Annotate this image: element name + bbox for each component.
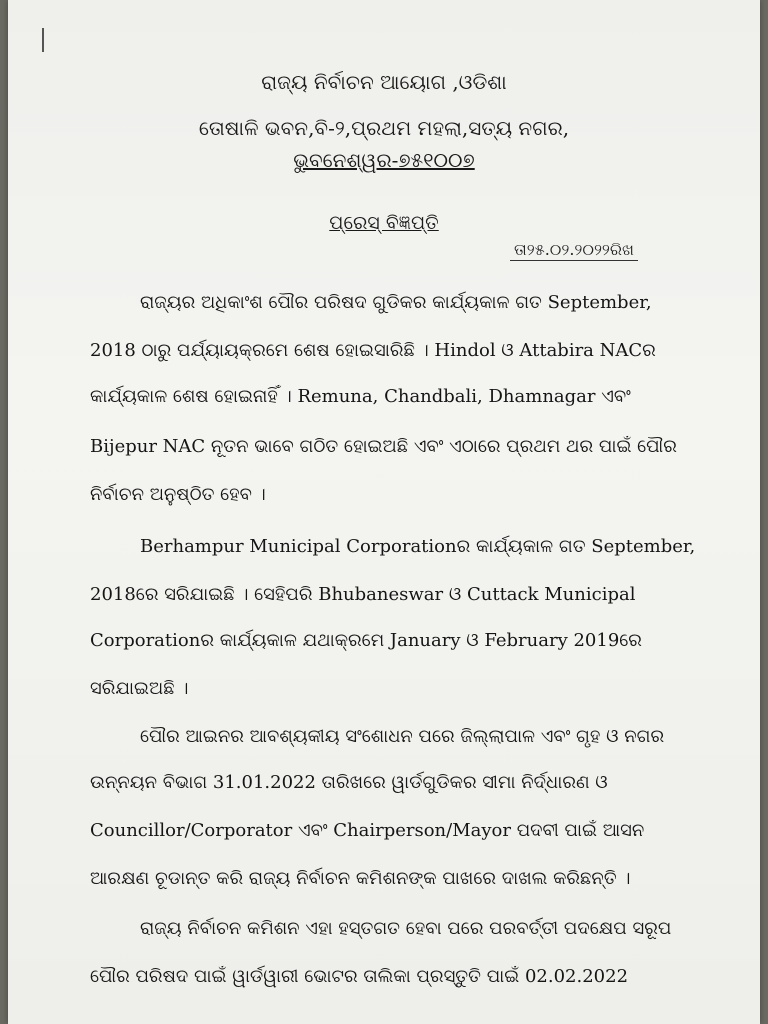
body-line: ରାଜ୍ୟର ଅଧିକାଂଶ ପୌର ପରିଷଦ ଗୁଡିକର କାର୍ଯ୍ୟକାଳ ଗତ September,: [140, 292, 652, 313]
document-date: ତା୨୫.୦୨.୨୦୨୨ରିଖ: [510, 240, 638, 261]
org-address: ତୋଷାଳି ଭବନ,ବି-୨,ପ୍ରଥମ ମହଲା,ସତ୍ୟ ନଗର,: [198, 116, 570, 140]
body-line: କାର୍ଯ୍ୟକାଳ ଶେଷ ହୋଇନାହିଁ । Remuna, Chandbali, Dhamnagar ଏବଂ: [90, 386, 631, 407]
body-line: Corporationର କାର୍ଯ୍ୟକାଳ ଯଥାକ୍ରମେ January ଓ February 2019ରେ: [90, 630, 642, 651]
body-line: 2018 ଠାରୁ ପର୍ଯ୍ୟାୟକ୍ରମେ ଶେଷ ହୋଇସାରିଛି । Hindol ଓ Attabira NACର: [90, 340, 656, 361]
body-line: ସରିଯାଇଅଛି ।: [90, 678, 189, 699]
press-release-page: [8, 0, 760, 1024]
body-line: ରାଜ୍ୟ ନିର୍ବାଚନ କମିଶନ ଏହା ହସ୍ତଗତ ହେବା ପରେ ପରବର୍ତ୍ତୀ ପଦକ୍ଷେପ ସରୂପ: [140, 918, 672, 939]
org-city: ଭୁବନେଶ୍ୱର-୭୫୧୦୦୭: [293, 148, 475, 172]
body-line: ପୌର ପରିଷଦ ପାଇଁ ୱାର୍ଡୱାରୀ ଭୋଟର ତାଲିକା ପ୍ରସ୍ତୁତି ପାଇଁ 02.02.2022: [90, 966, 629, 987]
fold-mark: [42, 28, 44, 52]
body-line: ନିର୍ବାଚନ ଅନୁଷ୍ଠିତ ହେବ ।: [90, 484, 266, 505]
body-line: Councillor/Corporator ଏବଂ Chairperson/Mayor ପଦବୀ ପାଇଁ ଆସନ: [90, 820, 645, 841]
document-title: ପ୍ରେସ୍ ବିଜ୍ଞପ୍ତି: [329, 212, 439, 234]
body-line: ଆରକ୍ଷଣ ଚୂଡାନ୍ତ କରି ରାଜ୍ୟ ନିର୍ବାଚନ କମିଶନଙ୍କ ପାଖରେ ଦାଖଲ କରିଛନ୍ତି ।: [90, 868, 631, 889]
body-line: 2018ରେ ସରିଯାଇଛି । ସେହିପରି Bhubaneswar ଓ Cuttack Municipal: [90, 584, 636, 605]
body-line: ଉନ୍ନୟନ ବିଭାଗ 31.01.2022 ତାରିଖରେ ୱାର୍ଡଗୁଡିକର ସୀମା ନିର୍ଦ୍ଧାରଣ ଓ: [90, 772, 608, 793]
body-line: Berhampur Municipal Corporationର କାର୍ଯ୍ୟକାଳ ଗତ September,: [140, 536, 696, 557]
org-name: ରାଜ୍ୟ ନିର୍ବାଚନ ଆୟୋଗ ,ଓଡିଶା: [261, 70, 507, 94]
body-line: ପୌର ଆଇନର ଆବଶ୍ୟକୀୟ ସଂଶୋଧନ ପରେ ଜିଲ୍ଲାପାଳ ଏବଂ ଗୃହ ଓ ନଗର: [140, 726, 665, 747]
body-line: Bijepur NAC ନୂତନ ଭାବେ ଗଠିତ ହୋଇଅଛି ଏବଂ ଏଠାରେ ପ୍ରଥମ ଥର ପାଇଁ ପୌର: [90, 436, 677, 457]
